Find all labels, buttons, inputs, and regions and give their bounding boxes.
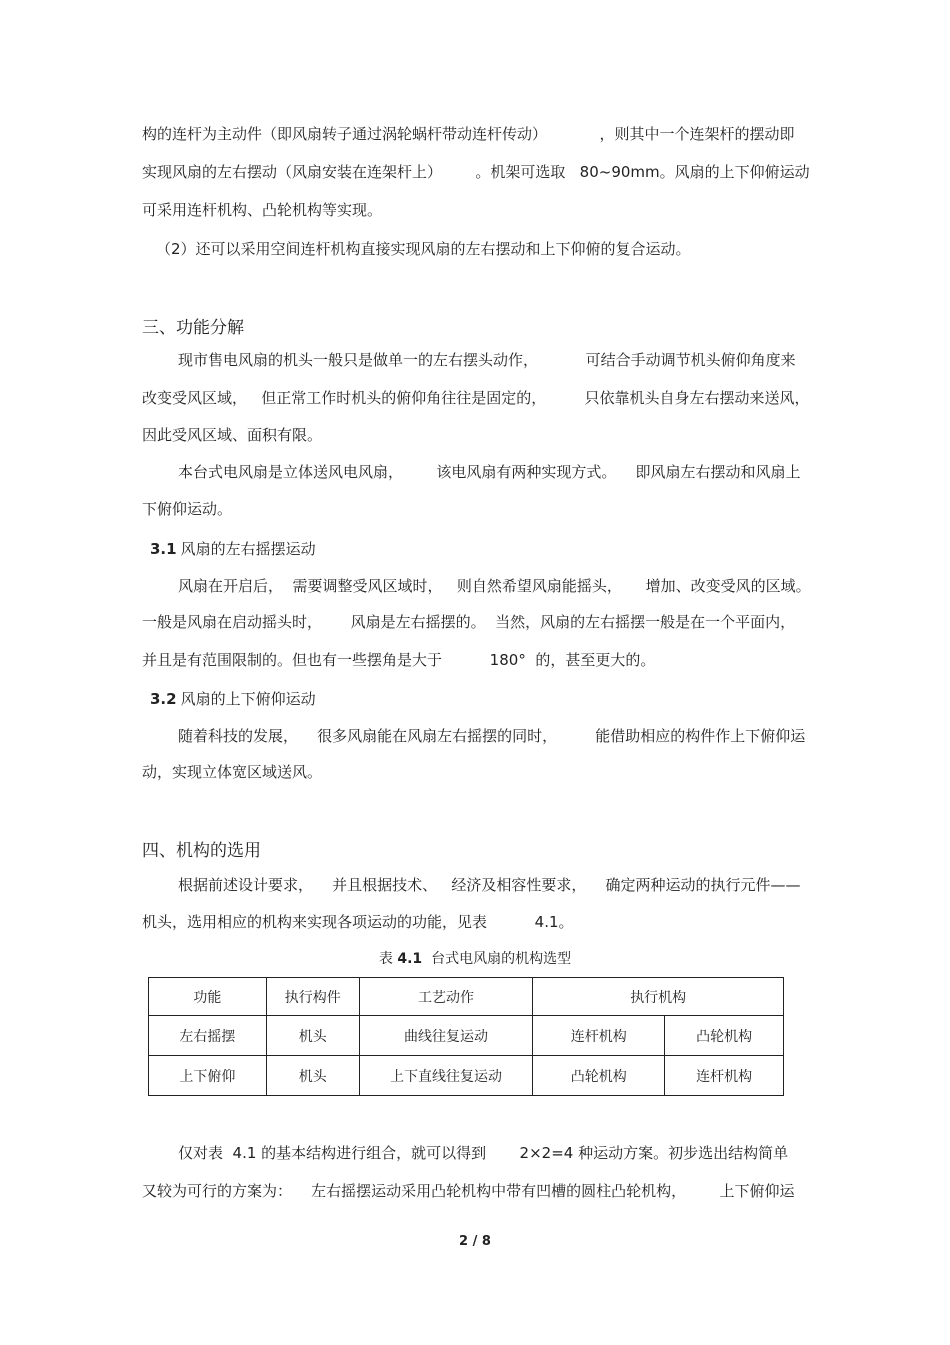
mechanism-table [148,977,784,1096]
table-cell: 机头 [266,1016,359,1056]
paragraph-line: 仅对表 4.1 的基本结构进行组合，就可以得到 2×2=4 种运动方案。初步选出结构简单 [178,1144,789,1162]
caption-title: 台式电风扇的机构选型 [431,951,572,967]
header-cell: 功能 [149,978,267,1016]
paragraph-line: 随着科技的发展， 很多风扇能在风扇左右摇摆的同时， 能借助相应的构件作上下俯仰运 [178,727,806,745]
paragraph-line: 一般是风扇在启动摇头时， 风扇是左右摇摆的。 当然，风扇的左右摇摆一般是在一个平面内， [142,613,796,631]
caption-number: 4.1 [397,951,423,967]
table-cell: 凸轮机构 [533,1056,665,1096]
paragraph-line: 根据前述设计要求， 并且根据技术、 经济及相容性要求， 确定两种运动的执行元件—— [178,876,801,894]
paragraph-line: 可采用连杆机构、凸轮机构等实现。 [142,201,383,219]
paragraph-line: 动，实现立体宽区域送风。 [142,763,323,781]
table-cell: 连杆机构 [533,1016,665,1056]
table-row [149,1016,784,1056]
table-cell: 凸轮机构 [665,1016,784,1056]
paragraph-line: 机头，选用相应的机构来实现各项运动的功能，见表 4.1。 [142,913,574,931]
paragraph-line: 并且是有范围限制的。但也有一些摆角是大于 180° 的，甚至更大的。 [142,651,656,669]
header-cell: 工艺动作 [359,978,533,1016]
subsection-title: 风扇的左右摇摆运动 [180,540,316,558]
paragraph-line: 现市售电风扇的机头一般只是做单一的左右摆头动作， 可结合手动调节机头俯仰角度来 [178,351,796,369]
subsection-heading [150,688,316,709]
subsection-number: 3.1 [150,540,177,558]
table-caption [0,948,950,968]
paragraph-line: 因此受风区域、面积有限。 [142,426,323,444]
paragraph-line: 又较为可行的方案为： 左右摇摆运动采用凸轮机构中带有凹槽的圆柱凸轮机构， 上下俯仰运 [142,1182,795,1200]
section-heading: 三、功能分解 [142,318,244,338]
paragraph-line: （2）还可以采用空间连杆机构直接实现风扇的左右摆动和上下仰俯的复合运动。 [156,240,691,258]
table-cell: 机头 [266,1056,359,1096]
table-cell: 上下俯仰 [149,1056,267,1096]
paragraph-line: 构的连杆为主动件（即风扇转子通过涡轮蜗杆带动连杆传动） ，则其中一个连架杆的摆动即 [142,125,795,143]
subsection-heading [150,538,316,559]
table-cell: 连杆机构 [665,1056,784,1096]
paragraph-line: 风扇在开启后， 需要调整受风区域时， 则自然希望风扇能摇头， 增加、改变受风的区域。 [178,577,811,595]
caption-prefix: 表 [378,951,393,967]
table-header-row [149,978,784,1016]
subsection-title: 风扇的上下俯仰运动 [180,690,316,708]
table-row [149,1056,784,1096]
table-cell: 曲线往复运动 [359,1016,533,1056]
section-heading: 四、机构的选用 [142,841,261,861]
paragraph-line: 下俯仰运动。 [142,500,233,518]
table-cell: 左右摇摆 [149,1016,267,1056]
table-cell: 上下直线往复运动 [359,1056,533,1096]
subsection-number: 3.2 [150,690,177,708]
paragraph-line: 改变受风区域， 但正常工作时机头的俯仰角往往是固定的， 只依靠机头自身左右摆动来送风， [142,389,810,407]
header-cell: 执行机构 [533,978,784,1016]
paragraph-line: 本台式电风扇是立体送风电风扇， 该电风扇有两种实现方式。 即风扇左右摆动和风扇上 [178,463,801,481]
header-cell: 执行构件 [266,978,359,1016]
paragraph-line: 实现风扇的左右摆动（风扇安装在连架杆上） 。机架可选取 80~90mm。风扇的上下仰俯运动 [142,163,810,181]
page-number: 2 / 8 [459,1234,491,1249]
